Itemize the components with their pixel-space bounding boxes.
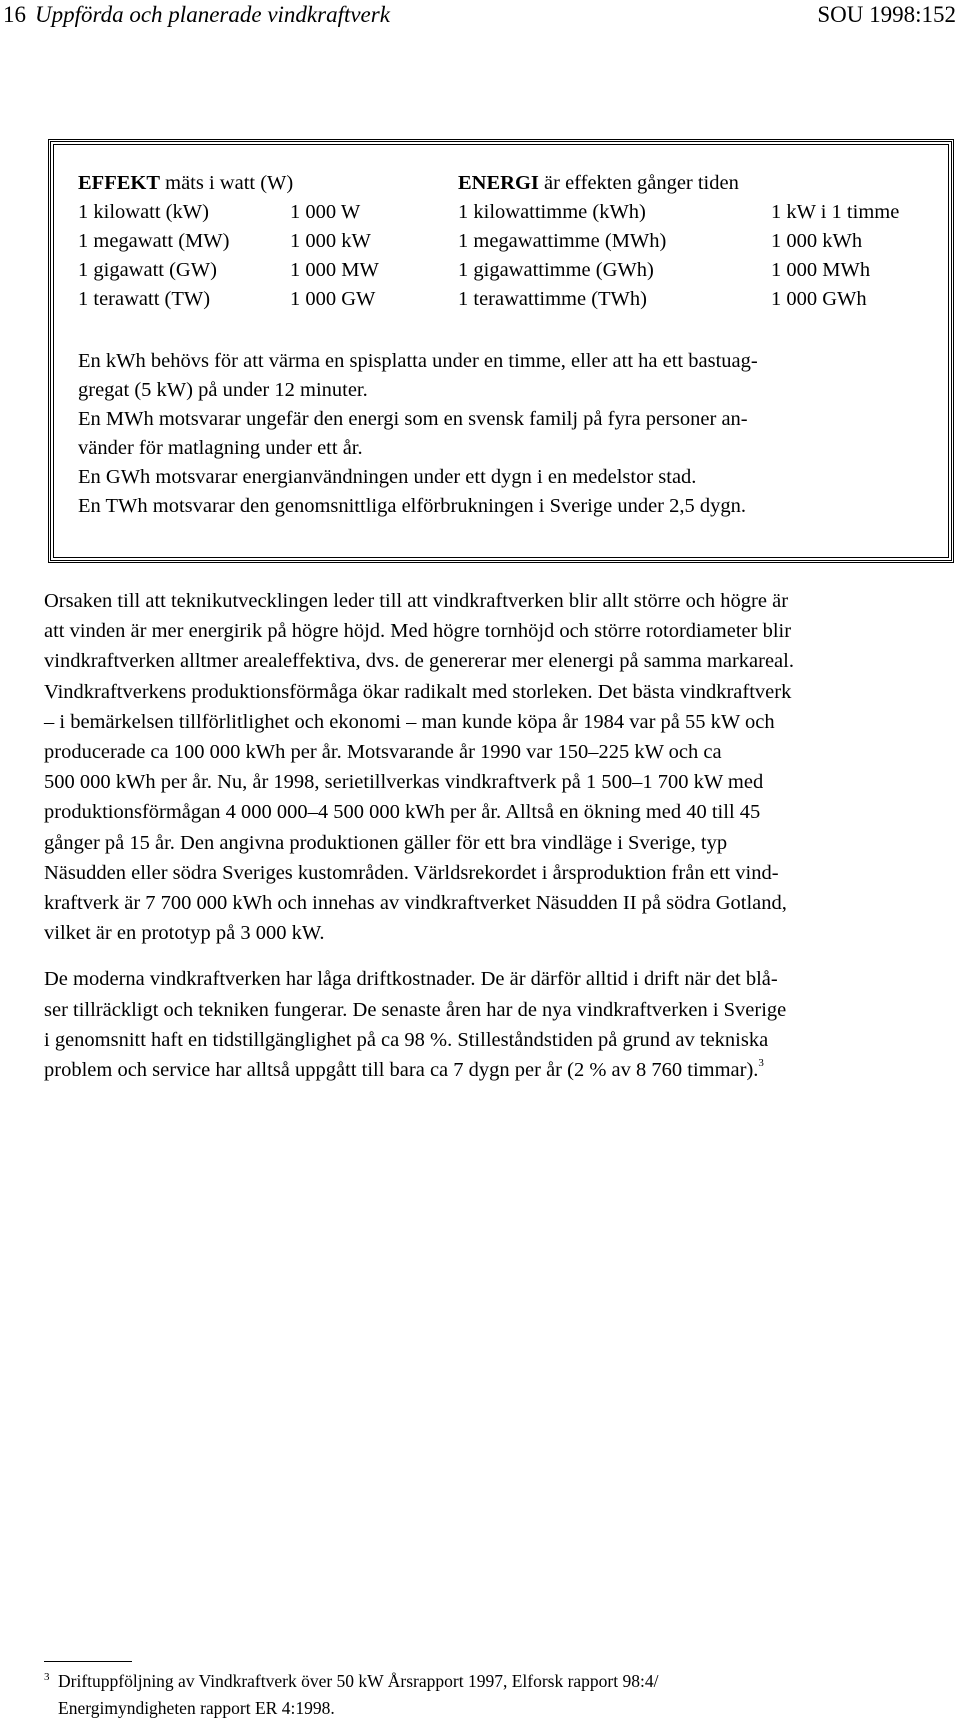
text-line: kraftverk är 7 700 000 kWh och innehas av vindkraftverket Näsudden II på södra Gotland,: [44, 892, 787, 915]
energy-unit: 1 megawattimme (MWh): [458, 230, 667, 252]
text-line: Vindkraftverkens produktionsförmåga ökar radikalt med storleken. Det bästa vindkraftverk: [44, 680, 792, 703]
energi-heading-rest: är effekten gånger tiden: [538, 172, 739, 194]
power-value: 1 000 kW: [290, 230, 371, 252]
units-row: [78, 198, 938, 227]
power-value: 1 000 MW: [290, 259, 379, 281]
effekt-heading-rest: mäts i watt (W): [160, 172, 294, 194]
power-unit: 1 gigawatt (GW): [78, 259, 217, 281]
footnote-line: Energimyndigheten rapport ER 4:1998.: [58, 1698, 335, 1718]
text-line: ser tillräckligt och tekniken fungerar. De senaste åren har de nya vindkraftverken i Sverige: [44, 998, 787, 1021]
unit-example-line: En MWh motsvarar ungefär den energi som en svensk familj på fyra personer an-: [78, 408, 748, 430]
power-value: 1 000 GW: [290, 288, 376, 310]
text-line: vilket är en prototyp på 3 000 kW.: [44, 922, 325, 945]
energy-unit: 1 terawattimme (TWh): [458, 288, 647, 310]
text-line: producerade ca 100 000 kWh per år. Motsvarande år 1990 var 150–225 kW och ca: [44, 741, 722, 764]
units-row: [78, 285, 938, 314]
power-unit: 1 terawatt (TW): [78, 288, 211, 310]
text-line-content: problem och service har alltså uppgått till bara ca 7 dygn per år (2 % av 8 760 timmar).: [44, 1059, 759, 1082]
unit-example-line: En GWh motsvarar energianvändningen under ett dygn i en medelstor stad.: [78, 466, 697, 488]
text-line: vindkraftverken alltmer arealeffektiva, dvs. de genererar mer elenergi på samma markareal.: [44, 650, 794, 673]
text-line: i genomsnitt haft en tidstillgänglighet på ca 98 %. Stilleståndstiden på grund av tekniska: [44, 1028, 769, 1051]
footnote-marker: 3: [44, 1671, 50, 1683]
footnote-reference[interactable]: 3: [758, 1057, 764, 1070]
footnote-divider: [44, 1661, 132, 1662]
body-text: [44, 586, 924, 1085]
page-number: 16: [3, 2, 26, 27]
text-line: Orsaken till att teknikutvecklingen leder till att vindkraftverken blir allt större och högre är: [44, 590, 789, 612]
chapter-title: Uppförda och planerade vindkraftverk: [35, 2, 390, 27]
text-line: – i bemärkelsen tillförlitlighet och ekonomi – man kunde köpa år 1984 var på 55 kW och: [44, 710, 775, 733]
energy-value: 1 000 kWh: [771, 230, 863, 252]
unit-example-line: En kWh behövs för att värma en spisplatta under en timme, eller att ha ett bastuag-: [78, 350, 758, 372]
text-line: [44, 1059, 764, 1081]
text-line: 500 000 kWh per år. Nu, år 1998, serietillverkas vindkraftverk på 1 500–1 700 kW med: [44, 771, 764, 794]
power-unit: 1 kilowatt (kW): [78, 201, 209, 223]
report-id: SOU 1998:152: [817, 2, 956, 27]
unit-example-line: En TWh motsvarar den genomsnittliga elförbrukningen i Sverige under 2,5 dygn.: [78, 495, 747, 517]
units-row: [78, 256, 938, 285]
energy-value: 1 000 GWh: [771, 288, 867, 310]
units-table: [78, 169, 938, 314]
energy-unit: 1 kilowattimme (kWh): [458, 201, 646, 223]
text-line: gånger på 15 år. Den angivna produktionen gäller för ett bra vindläge i Sverige, typ: [44, 831, 728, 854]
paragraph-operating-costs: [44, 964, 924, 1085]
units-header-row: [78, 169, 938, 198]
text-line: att vinden är mer energirik på högre höjd. Med högre tornhöjd och större rotordiameter blir: [44, 620, 792, 643]
unit-example-line: vänder för matlagning under ett år.: [78, 437, 363, 459]
text-line: Näsudden eller södra Sveriges kustområden. Världsrekordet i årsproduktion från ett vind-: [44, 861, 779, 884]
units-info-box: [50, 141, 952, 561]
footnote-line: Driftuppföljning av Vindkraftverk över 50 kW Årsrapport 1997, Elforsk rapport 98:4/: [58, 1671, 659, 1691]
unit-example-line: gregat (5 kW) på under 12 minuter.: [78, 379, 368, 401]
text-line: De moderna vindkraftverken har låga driftkostnader. De är därför alltid i drift när det blå-: [44, 968, 778, 991]
running-header: [0, 0, 960, 30]
energy-value: 1 000 MWh: [771, 259, 871, 281]
energy-value: 1 kW i 1 timme: [771, 201, 900, 223]
effekt-heading: [78, 169, 293, 198]
footnote: [44, 1668, 924, 1722]
text-line: produktionsförmågan 4 000 000–4 500 000 kWh per år. Alltså en ökning med 40 till 45: [44, 801, 761, 824]
energi-heading: [458, 169, 739, 198]
unit-examples: [78, 347, 908, 521]
units-row: [78, 227, 938, 256]
paragraph-turbine-size: [44, 586, 924, 948]
effekt-heading-bold: EFFEKT: [78, 172, 161, 194]
energy-unit: 1 gigawattimme (GWh): [458, 259, 654, 281]
energi-heading-bold: ENERGI: [458, 172, 539, 194]
power-value: 1 000 W: [290, 201, 361, 223]
power-unit: 1 megawatt (MW): [78, 230, 230, 252]
